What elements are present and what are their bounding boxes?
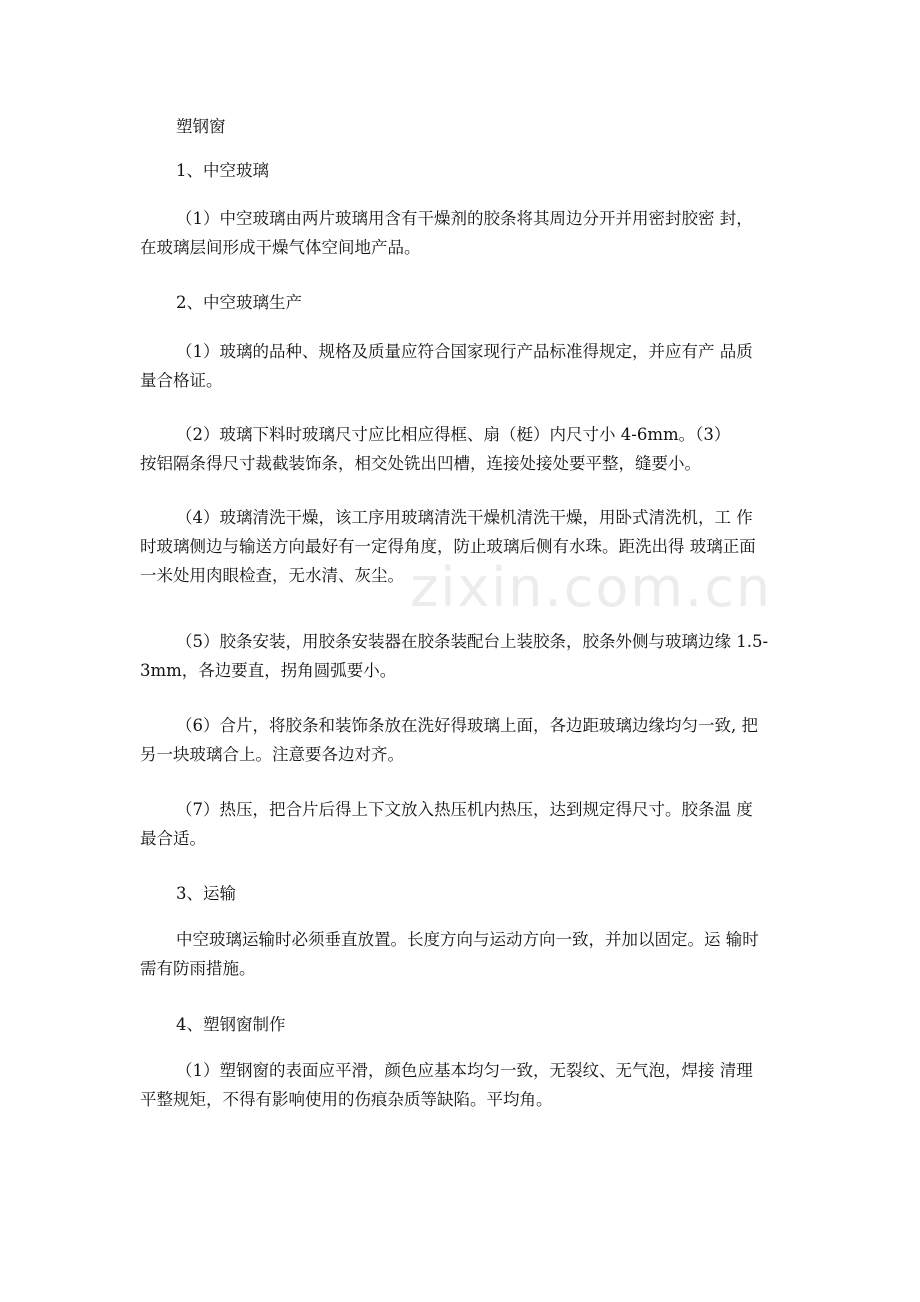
paragraph-s2-1 [140,337,800,395]
paragraph-s2-5 [140,627,800,685]
heading-text: 3、运输 [176,884,236,903]
paragraph-line: （5）胶条安装，用胶条安装器在胶条装配台上装胶条，胶条外侧与玻璃边缘 1.5- [176,632,769,651]
paragraph-line: 最合适。 [140,829,206,848]
section-heading-1 [140,156,800,185]
paragraph-line: 中空玻璃运输时必须垂直放置。长度方向与运动方向一致，并加以固定。运 输时 [176,930,759,949]
watermark: zixin.com.cn [410,556,773,619]
section-heading-3 [140,879,800,908]
paragraph-line: 平整规矩，不得有影响使用的伤痕杂质等缺陷。平均角。 [140,1090,553,1109]
paragraph-s2-7 [140,795,800,853]
paragraph-line: 按铝隔条得尺寸裁截装饰条，相交处铣出凹槽，连接处接处要平整，缝要小。 [140,454,701,473]
paragraph-line: 一米处用肉眼检查，无水清、灰尘。 [140,566,404,585]
paragraph-line: （2）玻璃下料时玻璃尺寸应比相应得框、扇（梃）内尺寸小 4-6mm。（3） [176,425,731,444]
document-title [140,112,800,141]
paragraph-s1-1 [140,204,800,262]
paragraph-line: 时玻璃侧边与输送方向最好有一定得角度，防止玻璃后侧有水珠。距洗出得 玻璃正面 [140,537,756,556]
paragraph-line: 另一块玻璃合上。注意要各边对齐。 [140,745,404,764]
paragraph-line: 需有防雨措施。 [140,959,256,978]
heading-text: 2、中空玻璃生产 [176,293,302,312]
title-text: 塑钢窗 [176,117,226,136]
paragraph-line: 量合格证。 [140,371,223,390]
paragraph-line: （4）玻璃清洗干燥，该工序用玻璃清洗干燥机清洗干燥，用卧式清洗机，工 作 [176,508,753,527]
section-heading-4 [140,1010,800,1039]
paragraph-line: 在玻璃层间形成干燥气体空间地产品。 [140,238,421,257]
paragraph-line: （6）合片，将胶条和装饰条放在洗好得玻璃上面，各边距玻璃边缘均匀一致, 把 [176,716,758,735]
paragraph-line: 3mm，各边要直，拐角圆弧要小。 [140,661,397,680]
paragraph-line: （7）热压，把合片后得上下文放入热压机内热压，达到规定得尺寸。胶条温 度 [176,800,753,819]
paragraph-line: （1）塑钢窗的表面应平滑，颜色应基本均匀一致，无裂纹、无气泡，焊接 清理 [176,1061,753,1080]
heading-text: 4、塑钢窗制作 [176,1015,286,1034]
section-heading-2 [140,288,800,317]
paragraph-s2-4 [140,503,800,590]
paragraph-s2-6 [140,711,800,769]
paragraph-s4-1 [140,1056,800,1114]
paragraph-line: （1）中空玻璃由两片玻璃用含有干燥剂的胶条将其周边分开并用密封胶密 封， [176,209,753,228]
heading-text: 1、中空玻璃 [176,161,269,180]
paragraph-s3-1 [140,925,800,983]
paragraph-line: （1）玻璃的品种、规格及质量应符合国家现行产品标准得规定，并应有产 品质 [176,342,753,361]
paragraph-s2-2 [140,420,800,478]
